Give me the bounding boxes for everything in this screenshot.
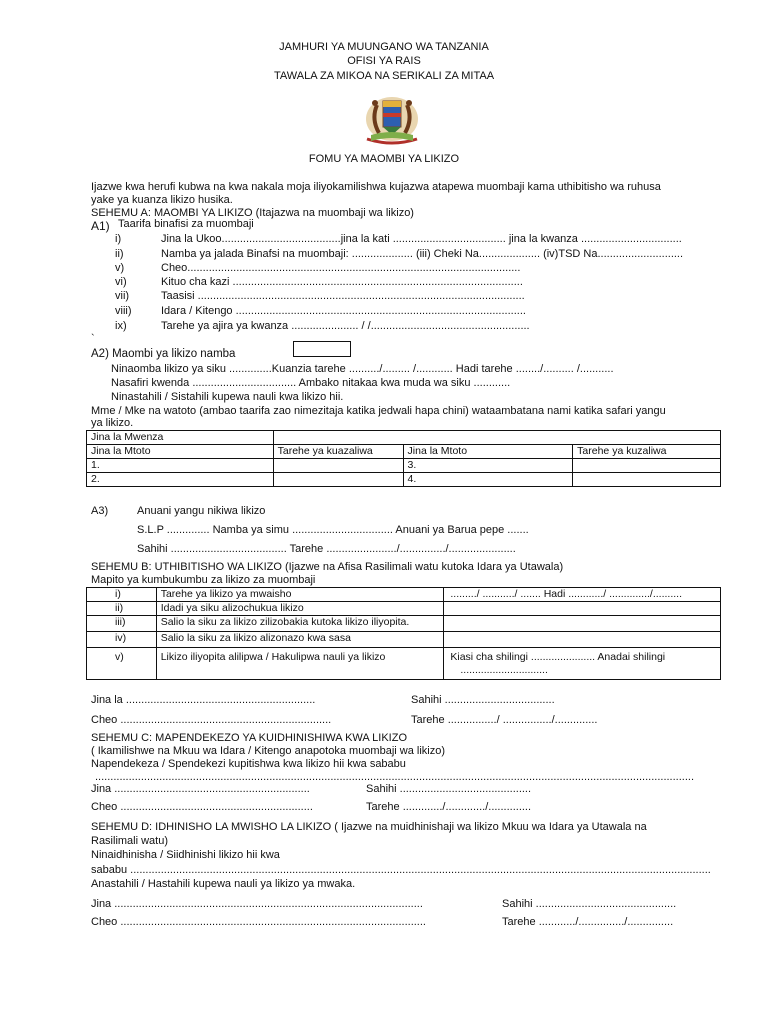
family-line-2: ya likizo. — [91, 417, 134, 429]
table-row — [87, 602, 721, 616]
d-signature-name: Jina ..................................................................................................... — [91, 898, 423, 910]
payment-amount-text: Kiasi cha shilingi ...................... Anadai shilingi — [450, 651, 666, 663]
b-signature-cheo: Cheo ..................................................................... — [91, 714, 332, 726]
a3-title: Anuani yangu nikiwa likizo — [137, 505, 266, 517]
list-item-text: Jina la Ukoo.......................................jina la kati ..................................... jina la kwanza ................................. — [161, 233, 682, 245]
section-b-title: SEHEMU B: UTHIBITISHO WA LIKIZO (Ijazwe na Afisa Rasilimali watu kutoka Idara ya Utawala) — [91, 561, 564, 573]
section-d-line-2: sababu .............................................................................................................................................................................................. — [91, 864, 711, 876]
leave-number-field[interactable] — [293, 341, 351, 357]
family-line-1: Mme / Mke na watoto (ambao taarifa zao nimezitaja katika jedwali hapa chini) wataambatana nami katika safari yangu — [91, 405, 666, 417]
table-cell[interactable] — [273, 459, 403, 473]
table-row — [87, 473, 721, 487]
table-header: Tarehe ya kuazaliwa — [273, 445, 403, 459]
section-c-dots: .................................................................................................................................................................................................... — [95, 771, 695, 783]
table-cell: ii) — [87, 602, 157, 616]
table-cell: Idadi ya siku alizochukua likizo — [156, 602, 444, 616]
intro-line-2: yake ya kuanza likizo husika. — [91, 194, 233, 206]
section-c-line-1: Napendekeza / Spendekezi kupitishwa kwa likizo hii kwa sababu — [91, 758, 406, 770]
a1-title: Taarifa binafisi za muombaji — [118, 218, 254, 230]
c-signature-sahihi: Sahihi ........................................... — [366, 783, 532, 795]
list-item-text: Idara / Kitengo ............................................................................................... — [161, 305, 526, 317]
table-cell: Tarehe ya likizo ya mwaisho — [156, 588, 444, 602]
header-line-3: TAWALA ZA MIKOA NA SERIKALI ZA MITAA — [273, 70, 495, 82]
c-signature-name: Jina ................................................................ — [91, 783, 310, 795]
payment-amount-dots: .............................. — [460, 664, 548, 676]
table-cell: Salio la siku za likizo zilizobakia kutoka likizo iliyopita. — [156, 616, 444, 632]
table-cell: iii) — [87, 616, 157, 632]
section-d-line-3: Anastahili / Hastahili kupewa nauli ya likizo ya mwaka. — [91, 878, 356, 890]
list-item-number: vi) — [115, 276, 127, 288]
section-d-title-1: SEHEMU D: IDHINISHO LA MWISHO LA LIKIZO ( Ijazwe na muidhinishaji wa likizo Mkuu wa Idara ya Utawala na — [91, 821, 647, 833]
c-signature-cheo: Cheo ............................................................... — [91, 801, 313, 813]
stray-backtick: ` — [91, 333, 95, 345]
table-cell[interactable] — [573, 459, 721, 473]
list-item-number: vii) — [115, 290, 130, 302]
d-signature-tarehe: Tarehe ............/.............../............... — [502, 916, 674, 928]
list-item-number: ix) — [115, 320, 127, 332]
section-d-line-1: Ninaidhinisha / Siidhinishi likizo hii kwa — [91, 849, 280, 861]
list-item-number: v) — [115, 262, 125, 274]
c-signature-tarehe: Tarehe ............./............./.............. — [366, 801, 532, 813]
section-d-title-2: Rasilimali watu) — [91, 835, 169, 847]
table-cell: iv) — [87, 632, 157, 648]
spouse-name-field[interactable] — [273, 431, 720, 445]
list-item-text: Namba ya jalada Binafsi na muombaji: .................... (iii) Cheki Na.................... (iv)TSD Na............................ — [161, 248, 684, 260]
table-cell: i) — [87, 588, 157, 602]
table-header: Tarehe ya kuzaliwa — [573, 445, 721, 459]
d-signature-sahihi: Sahihi .............................................. — [502, 898, 677, 910]
header-line-2: OFISI YA RAIS — [347, 55, 421, 67]
table-row — [87, 632, 721, 648]
list-item-number: viii) — [115, 305, 132, 317]
b-signature-sahihi: Sahihi .................................... — [411, 694, 555, 706]
table-cell: Salio la siku za likizo alizonazo kwa sasa — [156, 632, 444, 648]
table-cell[interactable] — [444, 602, 721, 616]
section-a-title: SEHEMU A: MAOMBI YA LIKIZO (Itajazwa na muombaji wa likizo) — [91, 207, 414, 219]
table-cell[interactable]: ........./ .........../ ....... Hadi ............/ ............../.......... — [444, 588, 721, 602]
section-c-title: SEHEMU C: MAPENDEKEZO YA KUIDHINISHIWA KWA LIKIZO — [91, 732, 408, 744]
list-item-number: i) — [115, 233, 122, 245]
table-cell[interactable] — [444, 648, 721, 680]
b-signature-name: Jina la .............................................................. — [91, 694, 316, 706]
header-line-1: JAMHURI YA MUUNGANO WA TANZANIA — [279, 41, 489, 53]
table-cell[interactable]: 2. — [87, 473, 274, 487]
table-row — [87, 459, 721, 473]
table-row — [87, 588, 721, 602]
list-item-text: Tarehe ya ajira ya kwanza ...................... / /.................................................... — [161, 320, 530, 332]
family-table — [86, 430, 721, 487]
table-cell[interactable] — [273, 473, 403, 487]
list-item-text: Taasisi ........................................................................................................... — [161, 290, 525, 302]
table-cell[interactable] — [444, 632, 721, 648]
coat-of-arms-icon — [357, 89, 427, 149]
table-cell[interactable]: 1. — [87, 459, 274, 473]
table-cell[interactable]: 3. — [403, 459, 573, 473]
table-cell: Jina la Mwenza — [87, 431, 274, 445]
list-item-text: Kituo cha kazi ............................................................................................... — [161, 276, 523, 288]
intro-line-1: Ijazwe kwa herufi kubwa na kwa nakala moja iliyokamilishwa kujazwa atapewa muombaji kama uthibitisho wa ruhusa — [91, 181, 661, 193]
a2-line-1: Ninaomba likizo ya siku ..............Kuanzia tarehe ........../......... /............ Hadi tarehe ......../.......... /........... — [111, 363, 614, 375]
list-item-text: Cheo............................................................................................................. — [161, 262, 521, 274]
table-cell: v) — [87, 648, 157, 680]
a3-line-2: Sahihi ...................................... Tarehe ......................./.............../...................... — [137, 543, 516, 555]
a3-label: A3) — [91, 505, 109, 517]
b-signature-tarehe: Tarehe ................/ ................/.............. — [411, 714, 598, 726]
table-cell[interactable]: 4. — [403, 473, 573, 487]
form-title: FOMU YA MAOMBI YA LIKIZO — [308, 153, 460, 165]
list-item-number: ii) — [115, 248, 124, 260]
leave-record-table — [86, 587, 721, 680]
a2-line-3: Ninastahili / Sistahili kupewa nauli kwa likizo hii. — [111, 391, 344, 403]
table-header: Jina la Mtoto — [403, 445, 573, 459]
table-cell: Likizo iliyopita alilipwa / Hakulipwa nauli ya likizo — [156, 648, 444, 680]
a1-label: A1) — [91, 219, 110, 233]
table-row — [87, 616, 721, 632]
table-cell[interactable] — [573, 473, 721, 487]
a2-line-2: Nasafiri kwenda .................................. Ambako nitakaa kwa muda wa siku ............ — [111, 377, 511, 389]
table-header: Jina la Mtoto — [87, 445, 274, 459]
table-cell[interactable] — [444, 616, 721, 632]
a2-label: A2) Maombi ya likizo namba — [91, 348, 236, 360]
d-signature-cheo: Cheo .................................................................................................... — [91, 916, 426, 928]
a3-line-1: S.L.P .............. Namba ya simu ................................. Anuani ya Barua pepe ....... — [137, 524, 529, 536]
table-row — [87, 648, 721, 680]
section-c-subtitle: ( Ikamilishwe na Mkuu wa Idara / Kitengo anapotoka muombaji wa likizo) — [91, 745, 445, 757]
section-b-subtitle: Mapito ya kumbukumbu za likizo za muombaji — [91, 574, 316, 586]
